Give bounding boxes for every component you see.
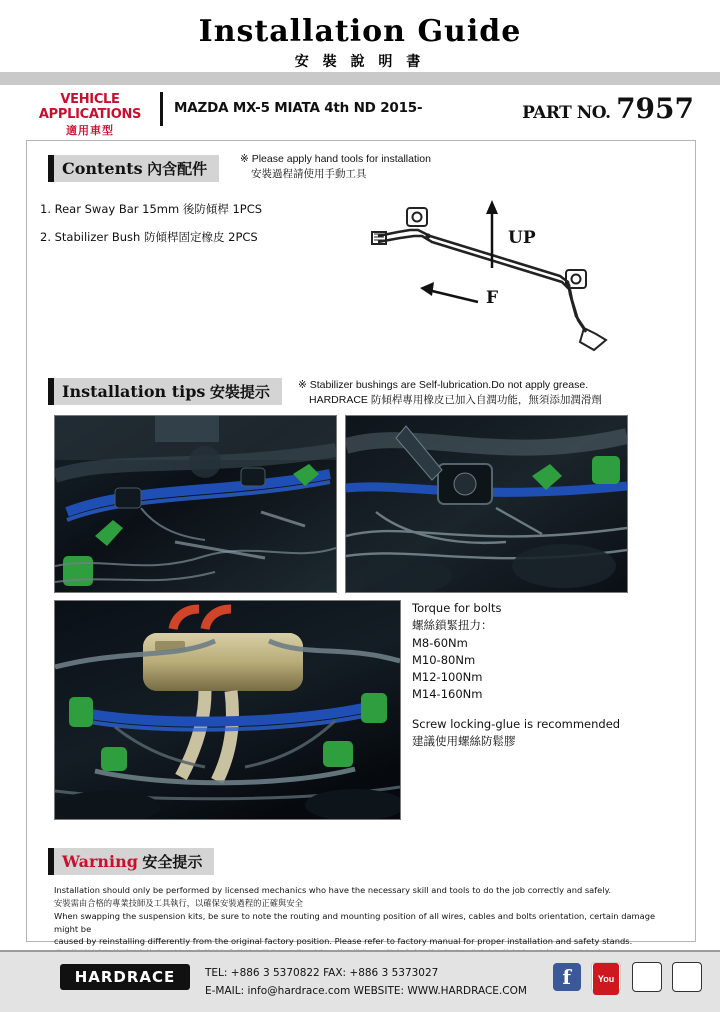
vehicle-applications-label (26, 92, 154, 138)
installation-photo-1 (54, 415, 337, 593)
list-item: 1. Rear Sway Bar 15mm 後防傾桿 1PCS (40, 202, 263, 216)
social-links (547, 962, 702, 994)
contents-heading (48, 155, 219, 182)
page-title-chinese: 安 裝 說 明 書 (294, 53, 426, 69)
warning-heading-en: Warning (62, 852, 138, 871)
warning-heading (48, 848, 214, 875)
sway-bar-diagram (370, 190, 680, 360)
torque-value: M14-160Nm (412, 687, 483, 702)
header-divider (0, 72, 720, 85)
youtube-glyph: You (593, 963, 619, 995)
torque-value: M12-100Nm (412, 670, 483, 684)
hand-tools-note-en: ※ Please apply hand tools for installation (240, 153, 431, 165)
vehicle-applications-label-en: VEHICLE APPLICATIONS (38, 92, 142, 122)
hand-tools-note (240, 152, 431, 182)
qr-code-2[interactable] (672, 962, 702, 992)
torque-value: M10-80Nm (412, 652, 476, 667)
installation-photo-3 (54, 600, 401, 820)
photo-1-content (55, 416, 336, 592)
warning-line-4: caused by reinstalling differently from the original factory position. Please refer to factory manual for proper installation and safety stands. (54, 936, 633, 947)
bushing-lubrication-note (298, 378, 602, 408)
torque-title-zh: 螺絲鎖緊扭力： (412, 618, 493, 633)
list-item: 2. Stabilizer Bush 防傾桿固定橡皮 2PCS (40, 229, 258, 244)
warning-line-1: Installation should only be performed by licensed mechanics who have the necessary skill and tools to do the job correctly and safely. (54, 885, 611, 895)
facebook-glyph: f (562, 965, 571, 989)
page-title: Installation Guide (198, 14, 522, 49)
installation-tips-heading (48, 378, 282, 405)
torque-value: M8-60Nm (412, 635, 468, 650)
warning-heading-zh: 安全提示 (142, 854, 203, 871)
logo-text: HARDRACE (74, 968, 176, 986)
page-header (0, 0, 720, 72)
torque-title-en: Torque for bolts (412, 601, 502, 615)
qr-code-1[interactable] (632, 962, 662, 992)
vehicle-applications-label-zh: 適用車型 (66, 125, 114, 137)
installation-tips-heading-en: Installation tips (62, 382, 206, 401)
up-arrow-label: UP (508, 228, 536, 248)
sway-bar-drawing (370, 190, 680, 360)
part-number-block (522, 92, 694, 125)
facebook-icon[interactable] (553, 963, 581, 991)
vertical-divider (160, 92, 163, 126)
contents-heading-zh: 內含配件 (147, 161, 208, 178)
photo-2-content (346, 416, 627, 592)
part-number-value: 7957 (616, 92, 694, 125)
warning-line-2: 安裝需由合格的專業技師及工具執行，以確保安裝過程的正確與安全 (54, 897, 303, 908)
bushing-note-zh: HARDRACE 防傾桿專用橡皮已加入自潤功能，無須添加潤滑劑 (309, 394, 602, 407)
warning-line-3: When swapping the suspension kits, be sure to note the routing and mounting position of all wires, cables and bolts orientation, certain damage might be (54, 910, 656, 934)
contact-phone: TEL: +886 3 5370822 FAX: +886 3 5373027 (205, 967, 439, 979)
hardrace-logo (60, 964, 190, 990)
contents-heading-en: Contents (62, 159, 143, 178)
contact-email-website: E-MAIL: info@hardrace.com WEBSITE: WWW.HARDRACE.COM (205, 984, 527, 997)
page-footer (0, 950, 720, 1012)
bushing-note-en: ※ Stabilizer bushings are Self-lubrication.Do not apply grease. (298, 379, 589, 391)
photo-3-content (55, 601, 400, 819)
contact-info (205, 965, 527, 1001)
contents-list (40, 196, 262, 251)
glue-note-en: Screw locking-glue is recommended (412, 716, 621, 731)
vehicle-application-bar (26, 92, 694, 136)
installation-tips-heading-zh: 安裝提示 (209, 384, 270, 401)
youtube-icon[interactable] (591, 962, 621, 992)
installation-photo-2 (345, 415, 628, 593)
hand-tools-note-zh: 安裝過程請使用手動工具 (251, 168, 367, 181)
glue-note-zh: 建議使用螺絲防鬆膠 (412, 733, 516, 748)
torque-specs (412, 600, 662, 750)
front-arrow-label: F (486, 288, 499, 308)
part-number-label: PART NO. (522, 103, 611, 123)
vehicle-model: MAZDA MX-5 MIATA 4th ND 2015- (174, 100, 423, 116)
